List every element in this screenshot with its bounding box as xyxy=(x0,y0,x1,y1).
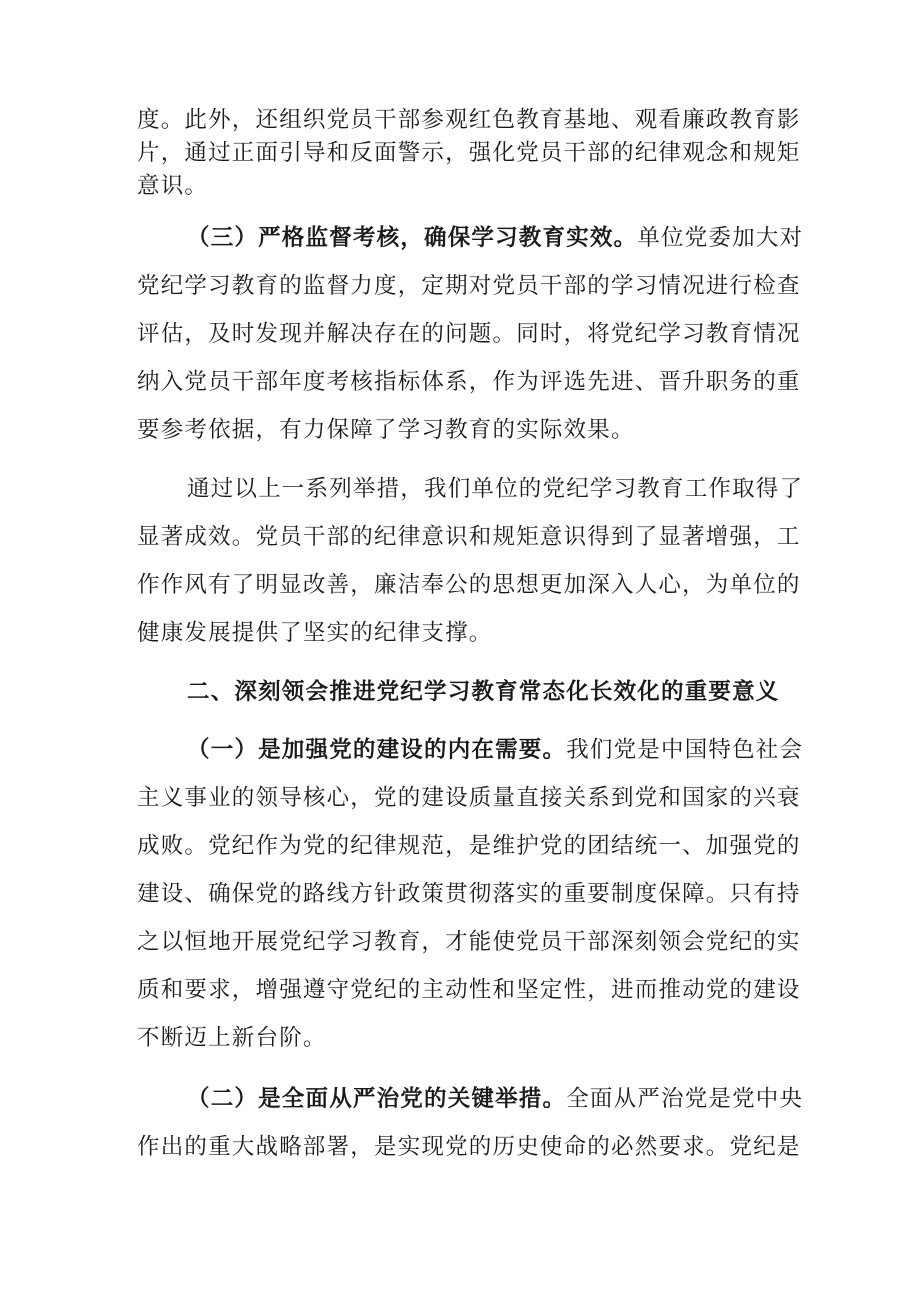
paragraph-line: 建设、确保党的路线方针政策贯彻落实的重要制度保障。只有持 xyxy=(137,881,801,907)
paragraph-line: 意识。 xyxy=(137,173,209,199)
subsection-lead-line xyxy=(187,222,803,254)
paragraph-line: 作出的重大战略部署，是实现党的历史使命的必然要求。党纪是 xyxy=(137,1134,801,1160)
paragraph-line: 不断迈上新台阶。 xyxy=(137,1025,327,1051)
subsection-heading: （三）严格监督考核，确保学习教育实效。 xyxy=(187,225,638,251)
paragraph-line: 主义事业的领导核心，党的建设质量直接关系到党和国家的兴衰 xyxy=(137,785,801,811)
paragraph-line: 片，通过正面引导和反面警示，强化党员干部的纪律观念和规矩 xyxy=(137,140,801,166)
subsection-lead-line xyxy=(187,734,803,766)
paragraph-line: 显著成效。党员干部的纪律意识和规矩意识得到了显著增强，工 xyxy=(137,524,801,550)
paragraph-line: 通过以上一系列举措，我们单位的党纪学习教育工作取得了 xyxy=(187,476,804,502)
paragraph-line: 作作风有了明显改善，廉洁奉公的思想更加深入人心，为单位的 xyxy=(137,572,801,598)
section-heading: 二、深刻领会推进党纪学习教育常态化长效化的重要意义 xyxy=(187,679,780,705)
paragraph-text: 全面从严治党是党中央 xyxy=(566,1086,804,1112)
subsection-heading: （二）是全面从严治党的关键举措。 xyxy=(187,1086,567,1112)
paragraph-text: 单位党委加大对 xyxy=(637,225,804,251)
paragraph-line: 成败。党纪作为党的纪律规范，是维护党的团结统一、加强党的 xyxy=(137,833,801,859)
paragraph-line: 之以恒地开展党纪学习教育，才能使党员干部深刻领会党纪的实 xyxy=(137,929,801,955)
paragraph-line: 评估，及时发现并解决存在的问题。同时，将党纪学习教育情况 xyxy=(137,321,801,347)
subsection-lead-line xyxy=(187,1083,803,1115)
paragraph-line: 健康发展提供了坚实的纪律支撑。 xyxy=(137,620,493,646)
paragraph-line: 质和要求，增强遵守党纪的主动性和坚定性，进而推动党的建设 xyxy=(137,977,801,1003)
paragraph-line: 要参考依据，有力保障了学习教育的实际效果。 xyxy=(137,417,635,443)
paragraph-text: 我们党是中国特色社会 xyxy=(566,737,804,763)
paragraph-line: 党纪学习教育的监督力度，定期对党员干部的学习情况进行检查 xyxy=(137,273,801,299)
paragraph-line: 度。此外，还组织党员干部参观红色教育基地、观看廉政教育影 xyxy=(137,107,801,133)
subsection-heading: （一）是加强党的建设的内在需要。 xyxy=(187,737,567,763)
paragraph-line: 纳入党员干部年度考核指标体系，作为评选先进、晋升职务的重 xyxy=(137,369,801,395)
